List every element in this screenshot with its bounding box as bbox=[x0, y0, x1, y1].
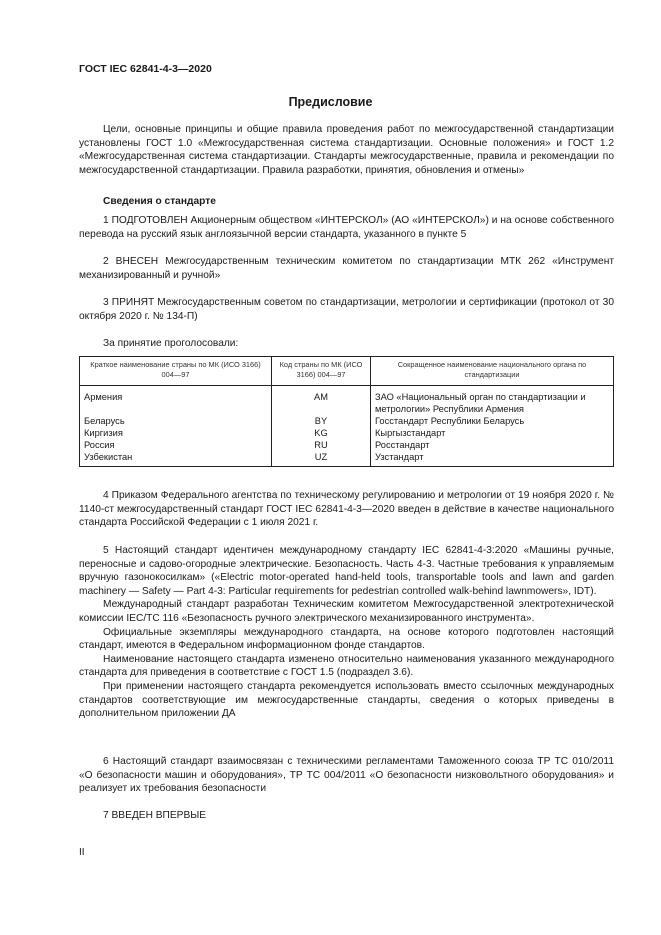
item-1-block bbox=[79, 214, 614, 241]
table-cell-code: KG bbox=[272, 427, 371, 439]
paragraph-5-copies: Официальные экземпляры международного стандарта, на основе которого подготовлен настоящий стандарт, имеются в Федеральном информационном фонде стандартов. bbox=[79, 626, 614, 652]
table-cell-country: Армения bbox=[80, 386, 272, 416]
table-row bbox=[80, 427, 614, 439]
paragraph-2: 2 ВНЕСЕН Межгосударственным техническим комитетом по стандартизации МТК 262 «Инструмент механизированный и ручной» bbox=[79, 256, 614, 281]
paragraph-5-refs: При применении настоящего стандарта рекомендуется использовать вместо ссылочных международных стандартов соответствующие им межгосударственные стандарты, сведения о которых приведены в дополнительном приложении ДА bbox=[79, 680, 614, 720]
document-code: ГОСТ IEC 62841-4-3—2020 bbox=[79, 63, 212, 75]
paragraph-5-tc: Международный стандарт разработан Техническим комитетом Межгосударственной электротехнической комиссии IEC/TC 116 «Безопасность ручного электрического механизированного инструмента». bbox=[79, 599, 614, 624]
table-row bbox=[80, 415, 614, 427]
table-cell-body: Узстандарт bbox=[371, 451, 614, 467]
table-cell-country: Киргизия bbox=[80, 427, 272, 439]
item-7-block bbox=[79, 809, 614, 823]
table-cell-body: Кыргызстандарт bbox=[371, 427, 614, 439]
intro-paragraph: Цели, основные принципы и общие правила проведения работ по межгосударственной стандартизации установлены ГОСТ 1.0 «Межгосударственная система стандартизации. Основные положения» и ГОСТ 1.2 «Межгосударственная система стандартизации. Стандарты межгосударственные, правила и рекомендации по межгосударственной стандартизации. Правила разработки, принятия, обновления и отмены» bbox=[79, 124, 614, 176]
paragraph-3: 3 ПРИНЯТ Межгосударственным советом по стандартизации, метрологии и сертификации (протокол от 30 октября 2020 г. № 134-П) bbox=[79, 297, 614, 322]
table-cell-country: Узбекистан bbox=[80, 451, 272, 467]
table-header-code: Код страны по МК (ИСО 3166) 004—97 bbox=[272, 357, 371, 386]
item-2-block bbox=[79, 255, 614, 282]
paragraph-6: 6 Настоящий стандарт взаимосвязан с техническими регламентами Таможенного союза ТР ТС 010/2011 «О безопасности машин и оборудования», ТР ТС 004/2011 «О безопасности низковольтного оборудования» и реализует их требования безопасности bbox=[79, 756, 614, 795]
table-row bbox=[80, 386, 614, 416]
table-cell-body: ЗАО «Национальный орган по стандартизации и метрологии» Республики Армения bbox=[371, 386, 614, 416]
intro-block bbox=[79, 123, 614, 177]
table-header-country: Краткое наименование страны по МК (ИСО 3166) 004—97 bbox=[80, 357, 272, 386]
table-cell-country: Россия bbox=[80, 439, 272, 451]
page-title: Предисловие bbox=[288, 95, 373, 109]
table-cell-code: AM bbox=[272, 386, 371, 416]
item-5-block bbox=[79, 544, 614, 721]
paragraph-5-name: Наименование настоящего стандарта изменено относительно наименования указанного международного стандарта для приведения в соответствие с ГОСТ 1.5 (подраздел 3.6). bbox=[79, 653, 614, 679]
page-number: II bbox=[79, 847, 85, 858]
table-cell-code: RU bbox=[272, 439, 371, 451]
paragraph-1: 1 ПОДГОТОВЛЕН Акционерным обществом «ИНТЕРСКОЛ» (АО «ИНТЕРСКОЛ») и на основе собственного перевода на русский язык англоязычной версии стандарта, указанного в пункте 5 bbox=[79, 215, 614, 240]
paragraph-7: 7 ВВЕДЕН ВПЕРВЫЕ bbox=[103, 810, 207, 821]
item-3-block bbox=[79, 296, 614, 323]
table-cell-code: UZ bbox=[272, 451, 371, 467]
item-4-block bbox=[79, 489, 614, 530]
item-6-block bbox=[79, 755, 614, 796]
table-row bbox=[80, 451, 614, 467]
table-row bbox=[80, 439, 614, 451]
table-cell-body: Госстандарт Республики Беларусь bbox=[371, 415, 614, 427]
paragraph-5: 5 Настоящий стандарт идентичен международному стандарту IEC 62841-4-3:2020 «Машины ручные, переносные и садово-огородные электрические. Безопасность. Часть 4-3. Частные требования к управляемым вручную газонокосилкам» («Electric motor-operated hand-held tools, transportable tools and lawn and garden machinery — Safety — Part 4-3: Particular requirements for pedestrian controlled walk-behind lawnmowers», IDT). bbox=[79, 545, 614, 597]
paragraph-4: 4 Приказом Федерального агентства по техническому регулированию и метрологии от 19 ноября 2020 г. № 1140-ст межгосударственный стандарт ГОСТ IEC 62841-4-3—2020 введен в действие в качестве национального стандарта Российской Федерации с 1 июля 2021 г. bbox=[79, 490, 614, 529]
table-cell-country: Беларусь bbox=[80, 415, 272, 427]
vote-label-block bbox=[79, 337, 614, 351]
table-header-row bbox=[80, 357, 614, 386]
voting-table bbox=[79, 356, 614, 467]
section-heading: Сведения о стандарте bbox=[103, 196, 216, 207]
table-cell-code: BY bbox=[272, 415, 371, 427]
table-cell-body: Росстандарт bbox=[371, 439, 614, 451]
vote-label: За принятие проголосовали: bbox=[103, 338, 239, 349]
table-header-body: Сокращенное наименование национального органа по стандартизации bbox=[371, 357, 614, 386]
